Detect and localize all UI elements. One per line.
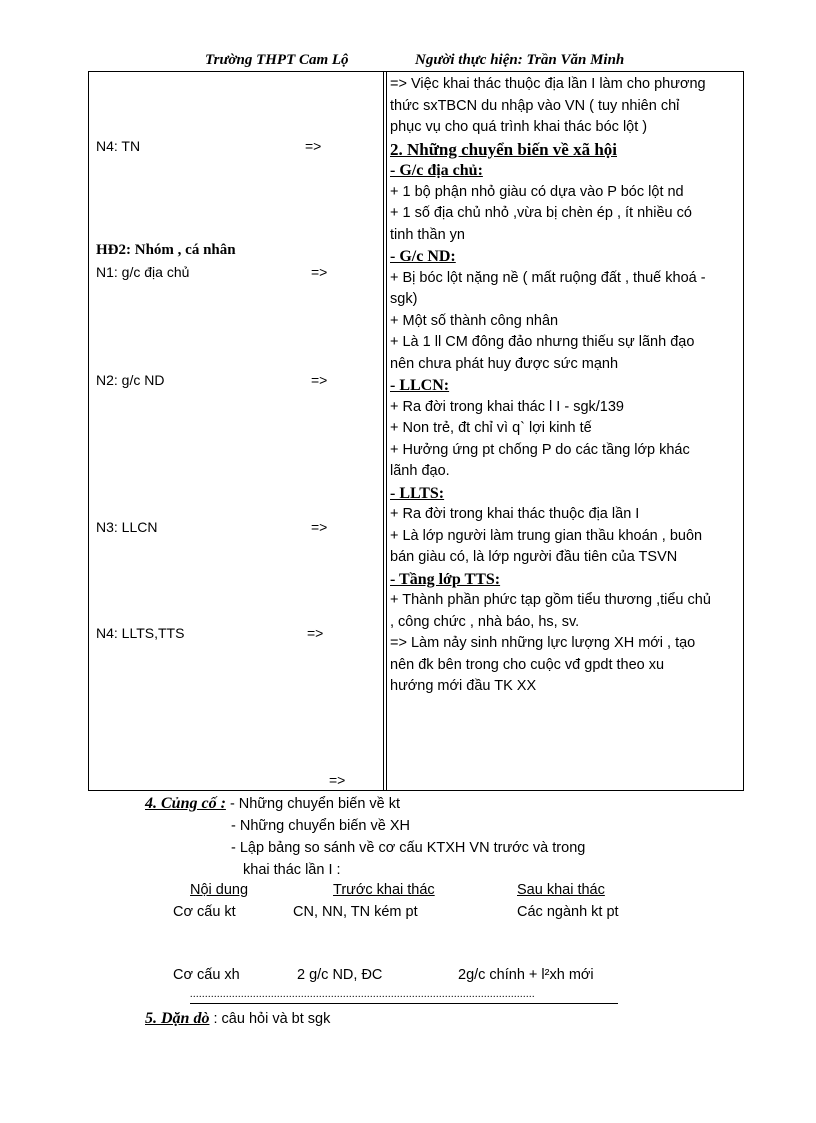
arrow-2: =>	[311, 264, 328, 280]
subheading-llts: - LLTS:	[390, 484, 445, 502]
text-line: + Hưởng ứng pt chống P do các tầng lớp khác	[390, 441, 690, 458]
arrow-5: =>	[307, 625, 324, 641]
text-line: + 1 số địa chủ nhỏ ,vừa bị chèn ép , ít nhiều có	[390, 205, 692, 221]
left-hd2: HĐ2: Nhóm , cá nhân	[96, 242, 236, 258]
right-column	[390, 74, 740, 698]
text-line: nên chưa phát huy được sức mạnh	[390, 355, 619, 372]
text-line: + Ra đời trong khai thác l I - sgk/139	[390, 398, 624, 415]
text-line: hướng mới đầu TK XX	[390, 678, 537, 694]
section-heading-2: 2. Những chuyển biến về xã hội	[390, 139, 617, 159]
dotted-divider: ...................................................................................................................	[190, 989, 618, 1004]
compare-cell: CN, NN, TN kém pt	[293, 904, 418, 920]
text-line: phục vụ cho quá trình khai thác bóc lột )	[390, 119, 648, 135]
subheading-llcn: - LLCN:	[390, 377, 450, 394]
compare-header-1: Nội dung	[190, 882, 249, 898]
arrow-6: =>	[329, 772, 346, 788]
text-line: => Việc khai thác thuộc địa lần I làm cho phương	[390, 76, 706, 92]
text-line: + Là 1 ll CM đông đảo nhưng thiếu sự lãnh đạo	[390, 334, 695, 350]
cung-co-line	[145, 795, 400, 813]
dan-do-line	[145, 1010, 330, 1028]
compare-cell: Các ngành kt pt	[517, 904, 619, 920]
text-line: lãnh đạo.	[390, 463, 450, 479]
text-line: tinh thần yn	[390, 226, 465, 243]
compare-cell: 2g/c chính + l²xh mới	[458, 967, 594, 983]
text-line: + Ra đời trong khai thác thuộc địa lần I	[390, 506, 640, 522]
text-line: + Là lớp người làm trung gian thầu khoán , buôn	[390, 527, 703, 544]
subheading-tts: - Tầng lớp TTS:	[390, 570, 501, 588]
left-n2: N2: g/c ND	[96, 372, 165, 388]
column-divider-inner	[386, 72, 387, 790]
column-divider	[383, 72, 384, 790]
text-line: sgk)	[390, 291, 418, 307]
text-line: nên đk bên trong cho cuộc vđ gpdt theo xu	[390, 656, 665, 673]
left-n4-tn: N4: TN	[96, 138, 141, 154]
school-name: Trường THPT Cam Lộ	[205, 52, 349, 68]
subheading-nong-dan: - G/c ND:	[390, 248, 456, 265]
text-line: + 1 bộ phận nhỏ giàu có dựa vào P bóc lột nd	[390, 183, 684, 200]
cung-co-title: 4. Củng cố :	[145, 795, 226, 812]
text-line: + Thành phần phức tạp gồm tiểu thương ,tiểu chủ	[390, 592, 711, 608]
dan-do-text: : câu hỏi và bt sgk	[213, 1011, 331, 1027]
compare-cell: Cơ cấu kt	[173, 904, 236, 920]
text-line: + Một số thành công nhân	[390, 312, 559, 329]
compare-cell: Cơ cấu xh	[173, 967, 240, 983]
left-n4: N4: LLTS,TTS	[96, 625, 185, 641]
text-line: thức sxTBCN du nhập vào VN ( tuy nhiên chỉ	[390, 97, 680, 114]
author-name: Người thực hiện: Trần Văn Minh	[415, 52, 625, 68]
left-n1: N1: g/c địa chủ	[96, 264, 190, 280]
text-line: + Bị bóc lột nặng nề ( mất ruộng đất , thuế khoá -	[390, 269, 706, 286]
compare-cell: 2 g/c ND, ĐC	[297, 967, 383, 983]
dan-do-title: 5. Dặn dò	[145, 1010, 210, 1027]
text-line: + Non trẻ, đt chỉ vì q` lợi kinh tế	[390, 420, 592, 436]
arrow-3: =>	[311, 372, 328, 388]
arrow-4: =>	[311, 519, 328, 535]
text-line: , công chức , nhà báo, hs, sv.	[390, 613, 580, 630]
text-line: => Làm nảy sinh những lực lượng XH mới , tạo	[390, 635, 696, 651]
compare-header-2: Trước khai thác	[333, 882, 435, 898]
lesson-table	[88, 71, 744, 791]
left-n3: N3: LLCN	[96, 519, 158, 535]
compare-header-3: Sau khai thác	[517, 882, 605, 898]
subheading-dia-chu: - G/c địa chủ:	[390, 162, 483, 179]
cung-co-item-3b: khai thác lần I :	[243, 862, 341, 878]
text-line: bán giàu có, là lớp người đầu tiên của TSVN	[390, 549, 678, 565]
cung-co-item-2: - Những chuyển biến về XH	[231, 818, 410, 834]
cung-co-item-1: - Những chuyển biến về kt	[229, 796, 401, 812]
arrow-1: =>	[305, 138, 322, 154]
cung-co-item-3a: - Lập bảng so sánh về cơ cấu KTXH VN trước và trong	[231, 840, 586, 856]
